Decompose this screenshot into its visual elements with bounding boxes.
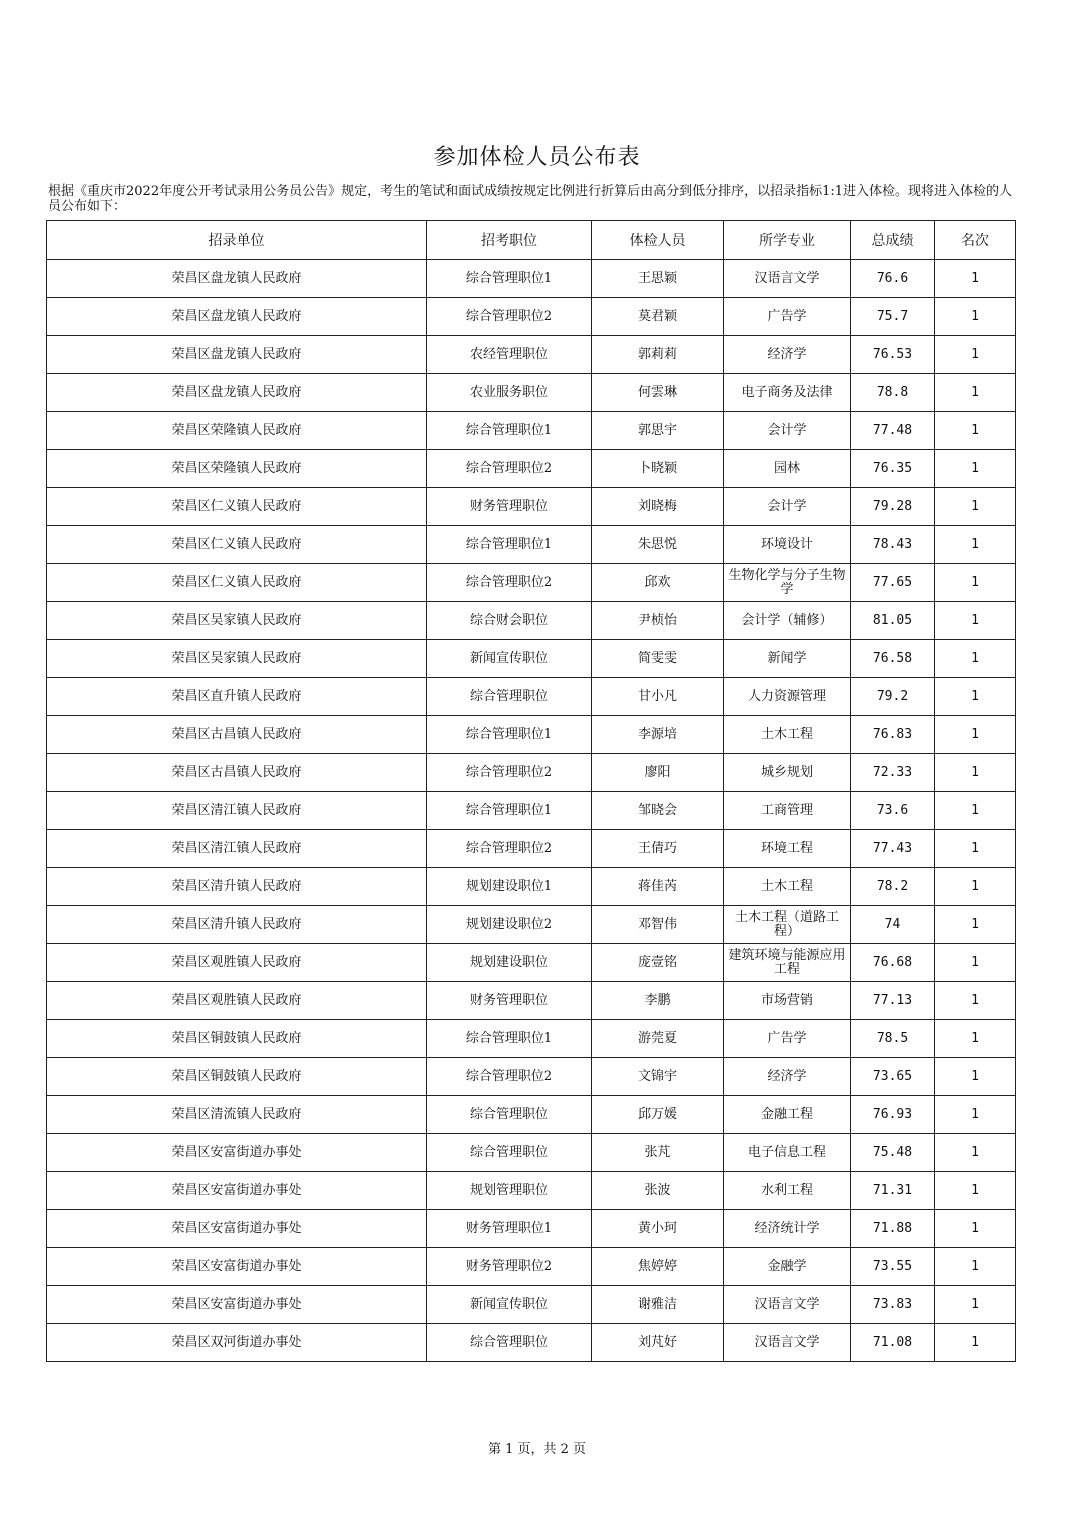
table-row (47, 982, 1016, 1020)
cell-score: 78.8 (851, 374, 935, 412)
cell-unit: 荣昌区安富街道办事处 (47, 1210, 427, 1248)
cell-candidate: 尹桢怡 (592, 602, 724, 640)
cell-unit: 荣昌区清流镇人民政府 (47, 1096, 427, 1134)
cell-major: 环境设计 (724, 526, 851, 564)
table-row (47, 298, 1016, 336)
cell-score: 77.13 (851, 982, 935, 1020)
cell-unit: 荣昌区清江镇人民政府 (47, 830, 427, 868)
cell-candidate: 朱思悦 (592, 526, 724, 564)
cell-unit: 荣昌区古昌镇人民政府 (47, 754, 427, 792)
cell-candidate: 邱欢 (592, 564, 724, 602)
cell-position: 综合管理职位2 (427, 564, 592, 602)
cell-unit: 荣昌区安富街道办事处 (47, 1286, 427, 1324)
cell-candidate: 刘芃好 (592, 1324, 724, 1362)
cell-major: 广告学 (724, 1020, 851, 1058)
cell-position: 综合管理职位1 (427, 792, 592, 830)
cell-rank: 1 (935, 982, 1016, 1020)
table-row (47, 1286, 1016, 1324)
table-row (47, 868, 1016, 906)
cell-major: 工商管理 (724, 792, 851, 830)
cell-position: 规划建设职位2 (427, 906, 592, 944)
cell-position: 综合管理职位 (427, 1134, 592, 1172)
cell-candidate: 谢雅洁 (592, 1286, 724, 1324)
cell-rank: 1 (935, 944, 1016, 982)
cell-position: 新闻宣传职位 (427, 640, 592, 678)
cell-score: 81.05 (851, 602, 935, 640)
page-title: 参加体检人员公布表 (433, 145, 641, 170)
cell-position: 财务管理职位 (427, 982, 592, 1020)
cell-rank: 1 (935, 298, 1016, 336)
cell-major: 经济学 (724, 1058, 851, 1096)
cell-major: 电子商务及法律 (724, 374, 851, 412)
cell-position: 综合管理职位2 (427, 1058, 592, 1096)
cell-unit: 荣昌区盘龙镇人民政府 (47, 260, 427, 298)
cell-candidate: 莫君颖 (592, 298, 724, 336)
cell-major: 广告学 (724, 298, 851, 336)
cell-position: 财务管理职位2 (427, 1248, 592, 1286)
cell-position: 综合管理职位1 (427, 716, 592, 754)
header-unit: 招录单位 (47, 221, 427, 260)
page-footer: 第 1 页，共 2 页 (487, 1442, 587, 1457)
cell-position: 农经管理职位 (427, 336, 592, 374)
cell-rank: 1 (935, 1172, 1016, 1210)
cell-candidate: 郭莉莉 (592, 336, 724, 374)
cell-unit: 荣昌区盘龙镇人民政府 (47, 336, 427, 374)
cell-position: 综合管理职位2 (427, 450, 592, 488)
cell-position: 财务管理职位1 (427, 1210, 592, 1248)
cell-score: 76.35 (851, 450, 935, 488)
cell-score: 73.83 (851, 1286, 935, 1324)
cell-candidate: 邹晓会 (592, 792, 724, 830)
cell-candidate: 文锦宇 (592, 1058, 724, 1096)
cell-major: 建筑环境与能源应用工程 (724, 944, 851, 982)
cell-rank: 1 (935, 1134, 1016, 1172)
cell-score: 73.6 (851, 792, 935, 830)
table-row (47, 1096, 1016, 1134)
cell-unit: 荣昌区吴家镇人民政府 (47, 640, 427, 678)
cell-position: 综合管理职位1 (427, 526, 592, 564)
cell-score: 71.08 (851, 1324, 935, 1362)
cell-unit: 荣昌区直升镇人民政府 (47, 678, 427, 716)
exam-roster-table (46, 220, 1016, 1362)
cell-candidate: 蒋佳芮 (592, 868, 724, 906)
cell-score: 78.43 (851, 526, 935, 564)
cell-candidate: 黄小珂 (592, 1210, 724, 1248)
cell-position: 综合管理职位2 (427, 298, 592, 336)
cell-unit: 荣昌区仁义镇人民政府 (47, 488, 427, 526)
table-row (47, 716, 1016, 754)
cell-major: 电子信息工程 (724, 1134, 851, 1172)
cell-rank: 1 (935, 450, 1016, 488)
cell-score: 76.58 (851, 640, 935, 678)
cell-candidate: 李源培 (592, 716, 724, 754)
cell-major: 经济统计学 (724, 1210, 851, 1248)
table-row (47, 754, 1016, 792)
table-row (47, 944, 1016, 982)
cell-unit: 荣昌区观胜镇人民政府 (47, 944, 427, 982)
cell-candidate: 郭思宇 (592, 412, 724, 450)
cell-unit: 荣昌区古昌镇人民政府 (47, 716, 427, 754)
cell-position: 农业服务职位 (427, 374, 592, 412)
cell-rank: 1 (935, 412, 1016, 450)
cell-rank: 1 (935, 602, 1016, 640)
cell-major: 金融学 (724, 1248, 851, 1286)
cell-score: 76.68 (851, 944, 935, 982)
cell-rank: 1 (935, 1096, 1016, 1134)
cell-score: 71.88 (851, 1210, 935, 1248)
cell-major: 市场营销 (724, 982, 851, 1020)
cell-rank: 1 (935, 1058, 1016, 1096)
table-row (47, 792, 1016, 830)
cell-score: 76.93 (851, 1096, 935, 1134)
cell-rank: 1 (935, 1020, 1016, 1058)
header-score: 总成绩 (851, 221, 935, 260)
table-row (47, 1058, 1016, 1096)
cell-score: 76.6 (851, 260, 935, 298)
cell-position: 综合财会职位 (427, 602, 592, 640)
cell-candidate: 王倩巧 (592, 830, 724, 868)
cell-score: 75.48 (851, 1134, 935, 1172)
cell-score: 72.33 (851, 754, 935, 792)
cell-major: 水利工程 (724, 1172, 851, 1210)
cell-major: 金融工程 (724, 1096, 851, 1134)
table-row (47, 374, 1016, 412)
table-header (47, 221, 1016, 260)
cell-score: 73.65 (851, 1058, 935, 1096)
cell-score: 74 (851, 906, 935, 944)
cell-major: 人力资源管理 (724, 678, 851, 716)
cell-score: 73.55 (851, 1248, 935, 1286)
cell-major: 会计学 (724, 488, 851, 526)
cell-major: 土木工程 (724, 868, 851, 906)
cell-rank: 1 (935, 336, 1016, 374)
cell-unit: 荣昌区仁义镇人民政府 (47, 526, 427, 564)
cell-rank: 1 (935, 374, 1016, 412)
cell-unit: 荣昌区安富街道办事处 (47, 1134, 427, 1172)
cell-candidate: 简雯雯 (592, 640, 724, 678)
header-position: 招考职位 (427, 221, 592, 260)
cell-position: 新闻宣传职位 (427, 1286, 592, 1324)
cell-major: 新闻学 (724, 640, 851, 678)
cell-score: 78.2 (851, 868, 935, 906)
cell-score: 79.2 (851, 678, 935, 716)
cell-position: 规划建设职位1 (427, 868, 592, 906)
table-row (47, 1210, 1016, 1248)
cell-major: 城乡规划 (724, 754, 851, 792)
cell-candidate: 王思颖 (592, 260, 724, 298)
table-row (47, 1248, 1016, 1286)
cell-major: 园林 (724, 450, 851, 488)
cell-unit: 荣昌区盘龙镇人民政府 (47, 298, 427, 336)
cell-position: 综合管理职位2 (427, 830, 592, 868)
cell-score: 76.83 (851, 716, 935, 754)
cell-unit: 荣昌区吴家镇人民政府 (47, 602, 427, 640)
table-row (47, 602, 1016, 640)
cell-rank: 1 (935, 1248, 1016, 1286)
cell-unit: 荣昌区铜鼓镇人民政府 (47, 1058, 427, 1096)
table-row (47, 640, 1016, 678)
cell-major: 土木工程 (724, 716, 851, 754)
cell-rank: 1 (935, 488, 1016, 526)
cell-candidate: 张芃 (592, 1134, 724, 1172)
cell-rank: 1 (935, 716, 1016, 754)
table-row (47, 526, 1016, 564)
cell-rank: 1 (935, 830, 1016, 868)
cell-major: 环境工程 (724, 830, 851, 868)
table-row (47, 830, 1016, 868)
cell-rank: 1 (935, 792, 1016, 830)
header-rank: 名次 (935, 221, 1016, 260)
cell-unit: 荣昌区清升镇人民政府 (47, 906, 427, 944)
cell-rank: 1 (935, 678, 1016, 716)
cell-unit: 荣昌区清升镇人民政府 (47, 868, 427, 906)
cell-position: 综合管理职位1 (427, 1020, 592, 1058)
table-row (47, 412, 1016, 450)
cell-major: 经济学 (724, 336, 851, 374)
cell-unit: 荣昌区安富街道办事处 (47, 1248, 427, 1286)
cell-major: 会计学（辅修） (724, 602, 851, 640)
cell-position: 综合管理职位 (427, 678, 592, 716)
cell-score: 75.7 (851, 298, 935, 336)
header-row (47, 221, 1016, 260)
cell-unit: 荣昌区铜鼓镇人民政府 (47, 1020, 427, 1058)
cell-position: 综合管理职位2 (427, 754, 592, 792)
table-row (47, 260, 1016, 298)
cell-rank: 1 (935, 1324, 1016, 1362)
cell-position: 规划管理职位 (427, 1172, 592, 1210)
cell-candidate: 卜晓颖 (592, 450, 724, 488)
cell-candidate: 焦婷婷 (592, 1248, 724, 1286)
cell-rank: 1 (935, 260, 1016, 298)
table-row (47, 1172, 1016, 1210)
cell-unit: 荣昌区清江镇人民政府 (47, 792, 427, 830)
cell-position: 规划建设职位 (427, 944, 592, 982)
cell-candidate: 李鹏 (592, 982, 724, 1020)
cell-rank: 1 (935, 1286, 1016, 1324)
cell-position: 综合管理职位1 (427, 412, 592, 450)
cell-unit: 荣昌区盘龙镇人民政府 (47, 374, 427, 412)
cell-candidate: 刘晓梅 (592, 488, 724, 526)
cell-rank: 1 (935, 526, 1016, 564)
table-body (47, 260, 1016, 1362)
cell-rank: 1 (935, 754, 1016, 792)
cell-rank: 1 (935, 906, 1016, 944)
cell-major: 汉语言文学 (724, 1286, 851, 1324)
cell-candidate: 何雲琳 (592, 374, 724, 412)
cell-rank: 1 (935, 1210, 1016, 1248)
header-candidate: 体检人员 (592, 221, 724, 260)
cell-candidate: 廖阳 (592, 754, 724, 792)
cell-major: 生物化学与分子生物学 (724, 564, 851, 602)
cell-major: 汉语言文学 (724, 1324, 851, 1362)
cell-candidate: 邓智伟 (592, 906, 724, 944)
cell-major: 汉语言文学 (724, 260, 851, 298)
cell-position: 综合管理职位 (427, 1324, 592, 1362)
cell-major: 土木工程（道路工程） (724, 906, 851, 944)
cell-score: 79.28 (851, 488, 935, 526)
cell-candidate: 邱万媛 (592, 1096, 724, 1134)
table-row (47, 1324, 1016, 1362)
cell-major: 会计学 (724, 412, 851, 450)
cell-position: 综合管理职位 (427, 1096, 592, 1134)
table-row (47, 1134, 1016, 1172)
cell-unit: 荣昌区荣隆镇人民政府 (47, 450, 427, 488)
cell-candidate: 游莞夏 (592, 1020, 724, 1058)
table-row (47, 564, 1016, 602)
header-major: 所学专业 (724, 221, 851, 260)
table-row (47, 1020, 1016, 1058)
cell-score: 76.53 (851, 336, 935, 374)
table-row (47, 488, 1016, 526)
cell-unit: 荣昌区观胜镇人民政府 (47, 982, 427, 1020)
cell-unit: 荣昌区荣隆镇人民政府 (47, 412, 427, 450)
table-row (47, 678, 1016, 716)
table-row (47, 336, 1016, 374)
intro-paragraph: 根据《重庆市2022年度公开考试录用公务员公告》规定，考生的笔试和面试成绩按规定比例进行折算后由高分到低分排序，以招录指标1:1进入体检。现将进入体检的人员公布如下： (48, 184, 1013, 214)
cell-candidate: 张波 (592, 1172, 724, 1210)
cell-unit: 荣昌区双河街道办事处 (47, 1324, 427, 1362)
cell-unit: 荣昌区仁义镇人民政府 (47, 564, 427, 602)
cell-score: 77.48 (851, 412, 935, 450)
cell-position: 综合管理职位1 (427, 260, 592, 298)
cell-rank: 1 (935, 640, 1016, 678)
cell-rank: 1 (935, 564, 1016, 602)
cell-score: 77.65 (851, 564, 935, 602)
cell-score: 77.43 (851, 830, 935, 868)
cell-rank: 1 (935, 868, 1016, 906)
table-row (47, 906, 1016, 944)
cell-score: 71.31 (851, 1172, 935, 1210)
table-row (47, 450, 1016, 488)
cell-score: 78.5 (851, 1020, 935, 1058)
cell-position: 财务管理职位 (427, 488, 592, 526)
cell-candidate: 甘小凡 (592, 678, 724, 716)
cell-candidate: 庞壹铭 (592, 944, 724, 982)
cell-unit: 荣昌区安富街道办事处 (47, 1172, 427, 1210)
